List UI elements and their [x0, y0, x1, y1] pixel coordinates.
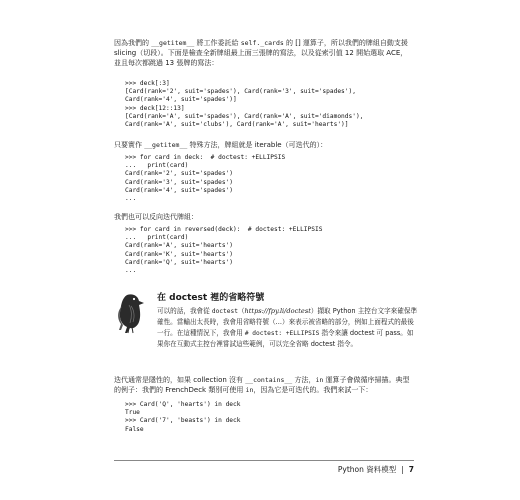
code-line: [Card(rank='A', suit='spades'), Card(rank='A', suit='diamonds'),: [125, 112, 364, 120]
note-text: ）擷取 Python 主控台文字來確保準確性。當輸出太長時，我會用省略符號（...）來表示被省略的部分，例如上面程式的最後一行。在這種情況下，我會用: [157, 307, 418, 337]
code-line: True: [125, 409, 140, 417]
code-line: >>> for card in deck: # doctest: +ELLIPSIS: [125, 154, 286, 161]
code-line: ... print(card): [125, 162, 189, 170]
code-line: >>> Card('7', 'beasts') in deck: [125, 417, 241, 425]
inline-code: __getitem__: [144, 141, 188, 149]
inline-code: __getitem__: [151, 39, 195, 47]
paragraph-slicing: [114, 38, 414, 68]
code-line: ... print(card): [125, 234, 189, 242]
code-line: Card(rank='K', suit='hearts'): [125, 250, 234, 258]
code-line: >>> deck[:3]: [125, 80, 170, 87]
paragraph-text: 將工作委託給: [194, 39, 241, 47]
code-line: Card(rank='4', suit='spades')]: [125, 96, 237, 104]
paragraph-contains: [114, 375, 414, 395]
note-body: [157, 306, 419, 349]
footer-rule: [114, 460, 414, 461]
paragraph-iterable: [114, 140, 414, 150]
page-footer: [300, 464, 414, 475]
page-number: 7: [408, 465, 414, 474]
code-line: False: [125, 425, 144, 433]
inline-code: doctest: [211, 308, 238, 315]
paragraph-text: 的 [] 運算子，所以我們的牌組自動支援 slicing（切段）。下面是檢查全新牌組最上面三張牌的寫法，以及從索引值 12 開始選取 ACE，並且每次都跳過 13 張牌的寫法：: [114, 39, 408, 67]
note-text: （: [237, 307, 245, 315]
paragraph-text: 運算子會做循序掃描。典型的例子：我們的 FrenchDeck 類別可使用: [114, 376, 410, 394]
paragraph-reverse: [114, 212, 414, 222]
note-text: 指令來讓 doctest 可 pass。如果你在互動式主控台裡嘗試這些範例，可以完全省略 doctest 指令。: [157, 328, 414, 348]
code-line: >>> Card('Q', 'hearts') in deck: [125, 401, 241, 408]
code-line: ...: [125, 267, 137, 275]
code-line: ...: [125, 195, 137, 203]
paragraph-text: 只要實作: [114, 141, 145, 149]
inline-code: __contains__: [245, 376, 293, 384]
crow-icon: [113, 292, 149, 334]
footer-section-title: Python 資料模型: [337, 465, 397, 474]
code-block-slicing: [125, 80, 415, 129]
code-block-reversed: [125, 226, 415, 275]
paragraph-text: 因為我們的: [114, 39, 152, 47]
paragraph-text: 特殊方法，牌組就是 iterable（可迭代的）：: [187, 141, 328, 149]
footer-separator: |: [401, 465, 404, 474]
inline-code: self._cards: [240, 39, 284, 47]
code-line: >>> for card in reversed(deck): # doctest: +ELLIPSIS: [125, 226, 323, 233]
code-line: >>> deck[12::13]: [125, 104, 185, 112]
note-text: 可以的話，我會從: [157, 307, 212, 315]
paragraph-text: ，因為它是可迭代的。我們來試一下：: [253, 386, 373, 394]
paragraph-text: 我們也可以反向迭代牌組：: [114, 213, 198, 221]
code-line: Card(rank='4', suit='spades'): [125, 186, 234, 194]
code-line: Card(rank='A', suit='clubs'), Card(rank='A', suit='hearts')]: [125, 121, 349, 129]
code-line: Card(rank='2', suit='spades'): [125, 170, 234, 178]
inline-code: in: [245, 386, 254, 394]
code-line: Card(rank='A', suit='hearts'): [125, 242, 234, 250]
code-block-iterate: [125, 154, 415, 203]
code-line: Card(rank='Q', suit='hearts'): [125, 258, 234, 266]
inline-code: # doctest: +ELLIPSIS: [244, 329, 320, 337]
doctest-link[interactable]: https://fpy.li/doctest: [244, 307, 311, 315]
code-line: Card(rank='3', suit='spades'): [125, 178, 234, 186]
code-block-contains: [125, 401, 415, 434]
code-line: [Card(rank='2', suit='spades'), Card(rank='3', suit='spades'),: [125, 88, 356, 96]
paragraph-text: 迭代通常是隱性的，如果 collection 沒有: [114, 376, 246, 384]
paragraph-text: 方法，: [292, 376, 316, 384]
inline-code: in: [315, 376, 324, 384]
note-title: 在 doctest 裡的省略符號: [157, 293, 265, 303]
